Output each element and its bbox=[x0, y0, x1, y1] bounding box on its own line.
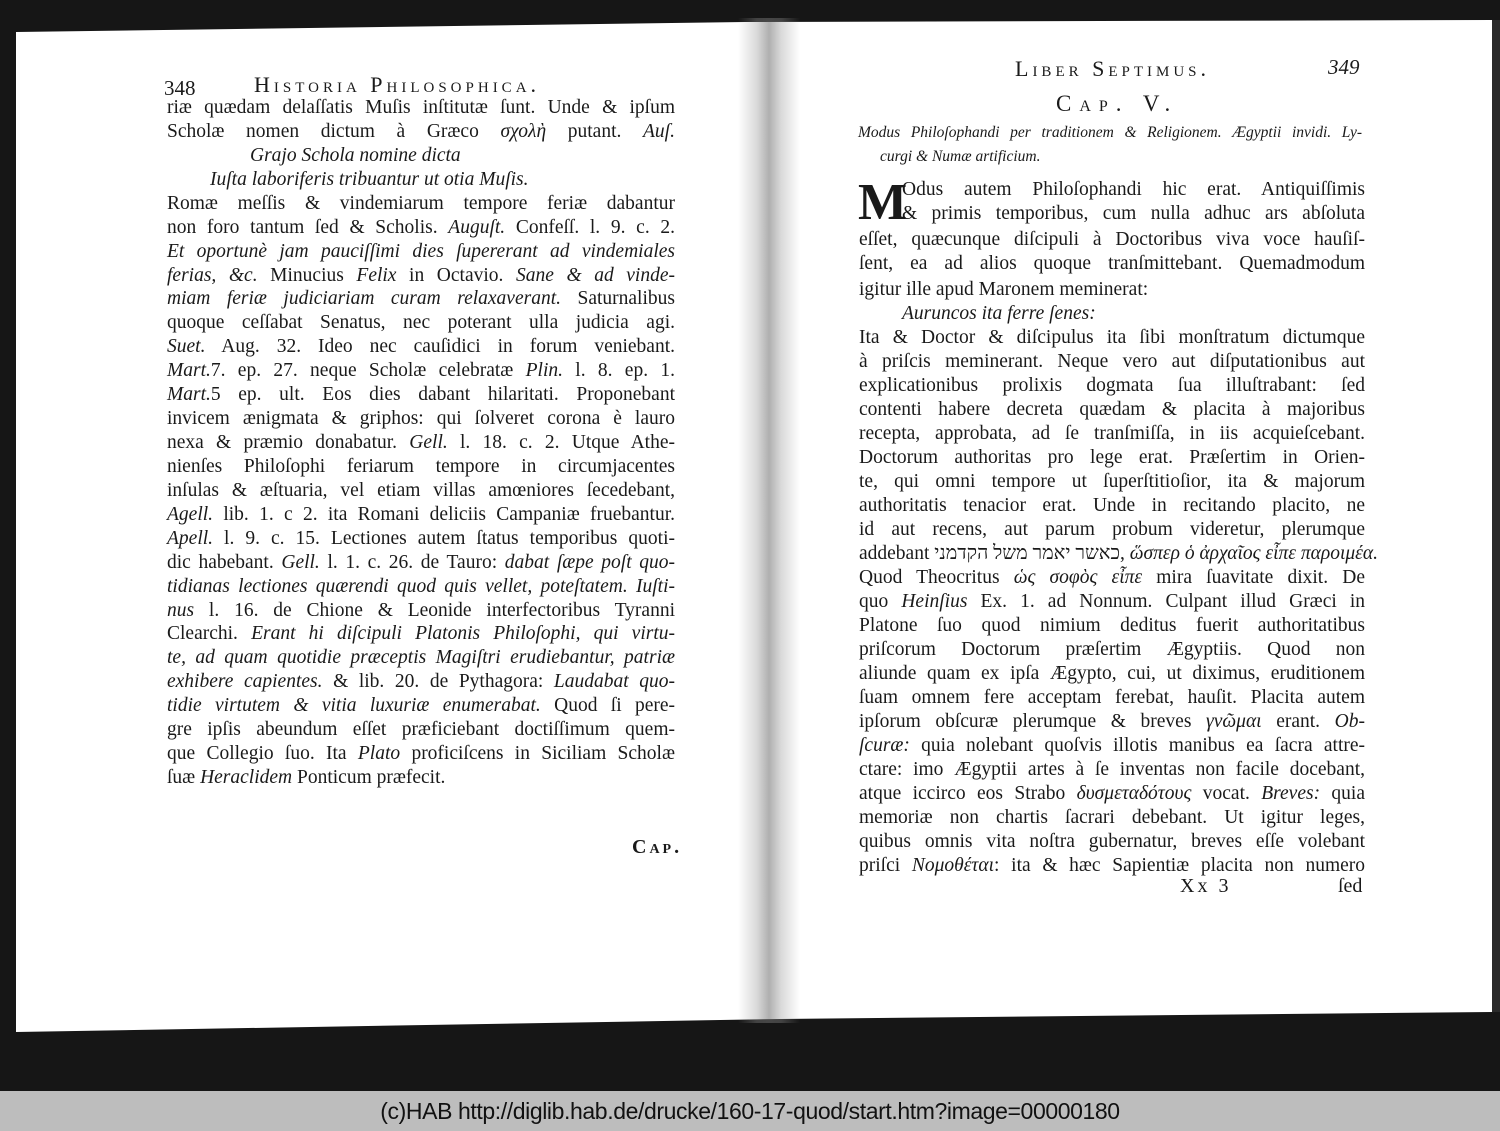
right-text-line bbox=[859, 757, 1365, 783]
text-run: Saturnalibus bbox=[561, 288, 675, 310]
italic-text-run: ὥσπερ ὁ ἀρχαῖος εἶπε παροιμέα. bbox=[1129, 543, 1378, 564]
italic-text-run: nus bbox=[167, 599, 195, 621]
text-run: id aut recens, aut parum probum videretur, plerumque bbox=[859, 519, 1365, 540]
right-text-line bbox=[859, 829, 1365, 855]
text-run: : ita & hæc Sapientiæ placita non numero bbox=[994, 855, 1366, 876]
italic-text-run: Mart. bbox=[167, 360, 211, 382]
text-run: lib. 1. c 2. ita Romani deliciis Campaniæ fruebantur. bbox=[213, 503, 675, 525]
text-run: Romæ meſſis & vindemiarum tempore feriæ dabantur bbox=[167, 192, 675, 214]
italic-text-run: Agell. bbox=[167, 503, 214, 525]
text-run: erant. bbox=[1261, 711, 1335, 732]
text-run: explicationibus prolixis dogmata ſua illuſtrabant: ſed bbox=[859, 375, 1365, 396]
left-running-title: Historia Philosophica. bbox=[254, 72, 541, 97]
italic-text-run: δυσμεταδότους bbox=[1076, 783, 1192, 804]
italic-text-run: te, ad quam quotidie præceptis Magiſtri erudiebantur, patriæ bbox=[167, 647, 675, 669]
left-text-line bbox=[167, 454, 675, 480]
text-run: Confeſſ. l. 9. c. 2. bbox=[505, 216, 675, 238]
italic-text-run: Νομοθέται bbox=[911, 855, 995, 876]
text-run: l. 1. c. 26. de Tauro: bbox=[319, 551, 505, 573]
right-text-line bbox=[859, 661, 1365, 687]
right-text-line bbox=[859, 277, 1365, 303]
text-run: ctare: imo Ægyptii artes à ſe inventas non facile docebant, bbox=[859, 759, 1365, 780]
right-text-line bbox=[902, 301, 1202, 327]
right-text-line bbox=[902, 201, 1365, 227]
copyright-footer bbox=[0, 1091, 1500, 1131]
book-gutter bbox=[738, 18, 800, 1023]
text-run: כאשר יאמר משל הקדמני bbox=[934, 543, 1120, 564]
text-run: recepta, approbata, ad ſe tranſmiſſa, in iis acquieſcebant. bbox=[859, 423, 1365, 444]
italic-text-run: ſcuræ: bbox=[859, 735, 910, 756]
italic-text-run: Heinſius bbox=[901, 591, 968, 612]
italic-text-run: tidianas lectiones quærendi quod quis vellet, poteſtatem. Iuſti- bbox=[167, 575, 675, 597]
copyright-url-text: (c)HAB http://diglib.hab.de/drucke/160-17-quod/start.htm?image=00000180 bbox=[380, 1098, 1120, 1124]
text-run: Quod Theocritus bbox=[859, 567, 1014, 588]
italic-text-run: Auguſt. bbox=[448, 216, 506, 238]
right-text-line bbox=[859, 251, 1365, 277]
left-text-line bbox=[167, 645, 675, 671]
text-run: memoriæ non chartis ſacrari debebant. Ut igitur leges, bbox=[859, 807, 1365, 828]
left-text-line bbox=[210, 167, 610, 193]
text-run: l. 16. de Chione & Leonide interfectoribus Tyranni bbox=[194, 599, 675, 621]
signature-mark: Xx 3 bbox=[1180, 875, 1232, 897]
right-text-line bbox=[859, 397, 1365, 423]
italic-text-run: Gell. bbox=[281, 551, 320, 573]
text-run: nienſes Philoſophi feriarum tempore in circumjacentes bbox=[167, 455, 675, 477]
text-run: l. 18. c. 2. Utque Athe- bbox=[447, 432, 675, 454]
right-text-line bbox=[859, 733, 1365, 759]
italic-text-run: Sane & ad vinde- bbox=[515, 264, 675, 286]
text-run: Clearchi. bbox=[167, 623, 252, 645]
left-text-line bbox=[167, 119, 675, 145]
page-edge-right bbox=[1492, 20, 1500, 1012]
left-text-line bbox=[167, 765, 675, 791]
italic-text-run: exhibere capientes. bbox=[167, 671, 323, 693]
text-run: quia nolebant quoſvis illotis manibus ea ſacra attre- bbox=[909, 735, 1365, 756]
text-run: Aug. 32. Ideo nec cauſidici in forum veniebant. bbox=[205, 336, 675, 358]
left-text-line bbox=[167, 621, 675, 647]
italic-text-run: σχολὴ bbox=[500, 120, 547, 142]
text-run: & primis temporibus, cum nulla adhuc ars abſoluta bbox=[902, 203, 1365, 224]
text-run: in Octavio. bbox=[396, 264, 516, 286]
italic-text-run: Laudabat quo- bbox=[553, 671, 675, 693]
text-run: Platone ſuo quod nimium deditus fuerit authoritatibus bbox=[859, 615, 1365, 636]
italic-text-run: miam feriæ judiciariam curam relaxaverant. bbox=[167, 288, 561, 310]
right-text-line bbox=[902, 177, 1365, 203]
text-run: l. 8. ep. 1. bbox=[562, 360, 675, 382]
text-run: à priſcis meminerant. Neque vero aut diſputationibus aut bbox=[859, 351, 1365, 372]
left-text-line bbox=[167, 406, 675, 432]
left-text-line bbox=[167, 430, 675, 456]
left-text-line bbox=[167, 502, 675, 528]
right-text-line bbox=[859, 373, 1365, 399]
text-run: putant. bbox=[546, 120, 644, 142]
text-run: quo bbox=[859, 591, 902, 612]
text-run: ſent, ea ad alios quoque tranſmittebant. Quemadmodum bbox=[859, 253, 1365, 274]
text-run: addebant bbox=[859, 543, 935, 564]
text-run: Ita & Doctor & diſcipulus ita ſibi monſtratum dictumque bbox=[859, 327, 1365, 348]
left-page-number: 348 bbox=[164, 76, 196, 100]
right-text-line bbox=[859, 781, 1365, 807]
left-text-line bbox=[167, 741, 675, 767]
left-text-line bbox=[167, 717, 675, 743]
right-text-line bbox=[859, 853, 1365, 879]
left-text-line bbox=[250, 143, 650, 169]
right-text-line bbox=[859, 541, 1378, 567]
italic-text-run: Auruncos ita ferre ſenes: bbox=[902, 303, 1096, 324]
text-run: Odus autem Philoſophandi hic erat. Antiquiſſimis bbox=[902, 179, 1365, 200]
italic-text-run: γνῶμαι bbox=[1206, 711, 1262, 732]
text-run: Ex. 1. ad Nonnum. Culpant illud Græci in bbox=[967, 591, 1366, 612]
text-run: nexa & præmio donabatur. bbox=[167, 432, 410, 454]
italic-text-run: ferias, &c. bbox=[167, 264, 258, 286]
left-text-line bbox=[167, 478, 675, 504]
text-run: ſuæ bbox=[167, 767, 201, 789]
right-text-line bbox=[859, 685, 1365, 711]
left-text-line bbox=[167, 693, 675, 719]
left-text-line bbox=[167, 598, 675, 624]
italic-text-run: Auſ. bbox=[643, 120, 675, 142]
italic-text-run: Breves: bbox=[1261, 783, 1321, 804]
text-run: igitur ille apud Maronem meminerat: bbox=[859, 279, 1149, 300]
italic-text-run: Grajo Schola nomine dicta bbox=[250, 144, 461, 166]
right-text-line bbox=[859, 349, 1365, 375]
left-text-line bbox=[167, 550, 675, 576]
text-run: eſſet, quæcunque diſcipuli à Doctoribus viva voce hauſiſ- bbox=[859, 229, 1365, 250]
right-text-line bbox=[859, 613, 1365, 639]
right-running-title: Liber Septimus. bbox=[1015, 56, 1211, 81]
text-run: & lib. 20. de Pythagora: bbox=[322, 671, 554, 693]
left-text-line bbox=[167, 574, 675, 600]
italic-text-run: Felix bbox=[356, 264, 397, 286]
left-text-line bbox=[167, 215, 675, 241]
left-catchword: Cap. bbox=[632, 836, 683, 858]
text-run: Doctorum authoritas pro lege erat. Præſertim in Orien- bbox=[859, 447, 1365, 468]
right-page-number: 349 bbox=[1328, 55, 1360, 79]
left-text-line bbox=[167, 310, 675, 336]
text-run: 5 ep. ult. Eos dies dabant hilaritati. Proponebant bbox=[210, 384, 675, 406]
text-run: Scholæ nomen dictum à Græco bbox=[167, 120, 501, 142]
right-text-line bbox=[859, 709, 1365, 735]
right-catchword: ſed bbox=[1338, 875, 1363, 897]
text-run: quia bbox=[1320, 783, 1366, 804]
left-text-line bbox=[167, 669, 675, 695]
text-run: non foro tantum ſed & Scholis. bbox=[167, 216, 449, 238]
text-run: Quod ſi pere- bbox=[540, 695, 676, 717]
text-run: 7. ep. 27. neque Scholæ celebratæ bbox=[210, 360, 526, 382]
right-text-line bbox=[859, 421, 1365, 447]
italic-text-run: Plin. bbox=[525, 360, 563, 382]
italic-text-run: Plato bbox=[357, 743, 401, 765]
right-text-line bbox=[859, 445, 1365, 471]
italic-text-run: Ob- bbox=[1334, 711, 1365, 732]
text-run: l. 9. c. 15. Lectiones autem ſtatus temporibus quoti- bbox=[213, 527, 675, 549]
text-run: ipſorum obſcuræ plerumque & breves bbox=[859, 711, 1207, 732]
chapter-summary-line-1: Modus Philoſophandi per traditionem & Religionem. Ægyptii invidi. Ly- bbox=[858, 124, 1362, 141]
italic-text-run: Et oportunè jam pauciſſimi dies ſupererant ad vindemiales bbox=[167, 240, 675, 262]
text-run: te, qui omni tempore ut ſuperſtitioſior, ita & majorum bbox=[859, 471, 1365, 492]
text-run: contenti habere decreta quædam & placita à majoribus bbox=[859, 399, 1365, 420]
italic-text-run: tidie virtutem & vitia luxuriæ enumerabat. bbox=[167, 695, 541, 717]
left-text-line bbox=[167, 286, 675, 312]
right-text-line bbox=[859, 517, 1365, 543]
text-run: priſci bbox=[859, 855, 912, 876]
italic-text-run: Erant hi diſcipuli Platonis Philoſophi, qui virtu- bbox=[251, 623, 675, 645]
right-text-line bbox=[859, 227, 1365, 253]
text-run: aliunde quam ex ipſa Ægypto, cui, ut diximus, eruditionem bbox=[859, 663, 1365, 684]
text-run: inſulas & æſtuaria, vel etiam villas amœniores ſecedebant, bbox=[167, 479, 675, 501]
left-text-line bbox=[167, 526, 675, 552]
chapter-heading: Cap. V. bbox=[1056, 91, 1179, 116]
italic-text-run: Gell. bbox=[409, 432, 448, 454]
italic-text-run: Heraclidem bbox=[200, 767, 293, 789]
text-run: atque iccirco eos Strabo bbox=[859, 783, 1077, 804]
italic-text-run: Iuſta laboriferis tribuantur ut otia Muſis. bbox=[210, 168, 529, 190]
text-run: Minucius bbox=[257, 264, 357, 286]
italic-text-run: ὡς σοφὸς εἶπε bbox=[1013, 567, 1143, 588]
right-text-line bbox=[859, 565, 1365, 591]
text-run: quibus omnis vita noſtra gubernatur, breves eſſe volebant bbox=[859, 831, 1365, 852]
right-text-line bbox=[859, 589, 1365, 615]
right-text-line bbox=[859, 469, 1365, 495]
italic-text-run: Suet. bbox=[167, 336, 206, 358]
text-run: Ponticum præfecit. bbox=[292, 767, 446, 789]
left-text-line bbox=[167, 358, 675, 384]
right-text-line bbox=[859, 493, 1365, 519]
chapter-summary-line-2: curgi & Numæ artificium. bbox=[880, 148, 1041, 165]
left-text-line bbox=[167, 382, 675, 408]
drop-cap: M bbox=[858, 174, 908, 231]
italic-text-run: Mart. bbox=[167, 384, 211, 406]
text-run: dic habebant. bbox=[167, 551, 282, 573]
text-run: invicem ænigmata & griphos: qui ſolveret corona è lauro bbox=[167, 408, 675, 430]
right-text-line bbox=[859, 325, 1365, 351]
right-text-line bbox=[859, 637, 1365, 663]
text-run: priſcorum Doctorum præſertim Ægyptiis. Quod non bbox=[859, 639, 1365, 660]
left-text-line bbox=[167, 95, 675, 121]
text-run: quoque ceſſabat Senatus, nec poterant ulla judicia agi. bbox=[167, 312, 675, 334]
italic-text-run: dabat ſæpe poſt quo- bbox=[504, 551, 675, 573]
left-text-line bbox=[167, 263, 675, 289]
left-text-line bbox=[167, 334, 675, 360]
text-run: que Collegio ſuo. Ita bbox=[167, 743, 358, 765]
right-text-line bbox=[859, 805, 1365, 831]
text-run: proficiſcens in Siciliam Scholæ bbox=[400, 743, 675, 765]
left-text-line bbox=[167, 191, 675, 217]
text-run: gre ipſis abeundum eſſet præficiebant doctiſſimum quem- bbox=[167, 719, 675, 741]
text-run: riæ quædam delaſſatis Muſis inſtitutæ ſunt. Unde & ipſum bbox=[167, 97, 675, 118]
text-run: vocat. bbox=[1191, 783, 1262, 804]
left-text-line bbox=[167, 239, 675, 265]
text-run: , bbox=[1120, 543, 1130, 564]
text-run: authoritatis tenacior erat. Unde in recitando placito, ne bbox=[859, 495, 1365, 516]
italic-text-run: Apell. bbox=[167, 527, 214, 549]
text-run: mira ſuavitate dixit. De bbox=[1142, 567, 1365, 588]
text-run: ſuam omnem fere acceptam ferebat, hauſit. Placita autem bbox=[859, 687, 1365, 708]
